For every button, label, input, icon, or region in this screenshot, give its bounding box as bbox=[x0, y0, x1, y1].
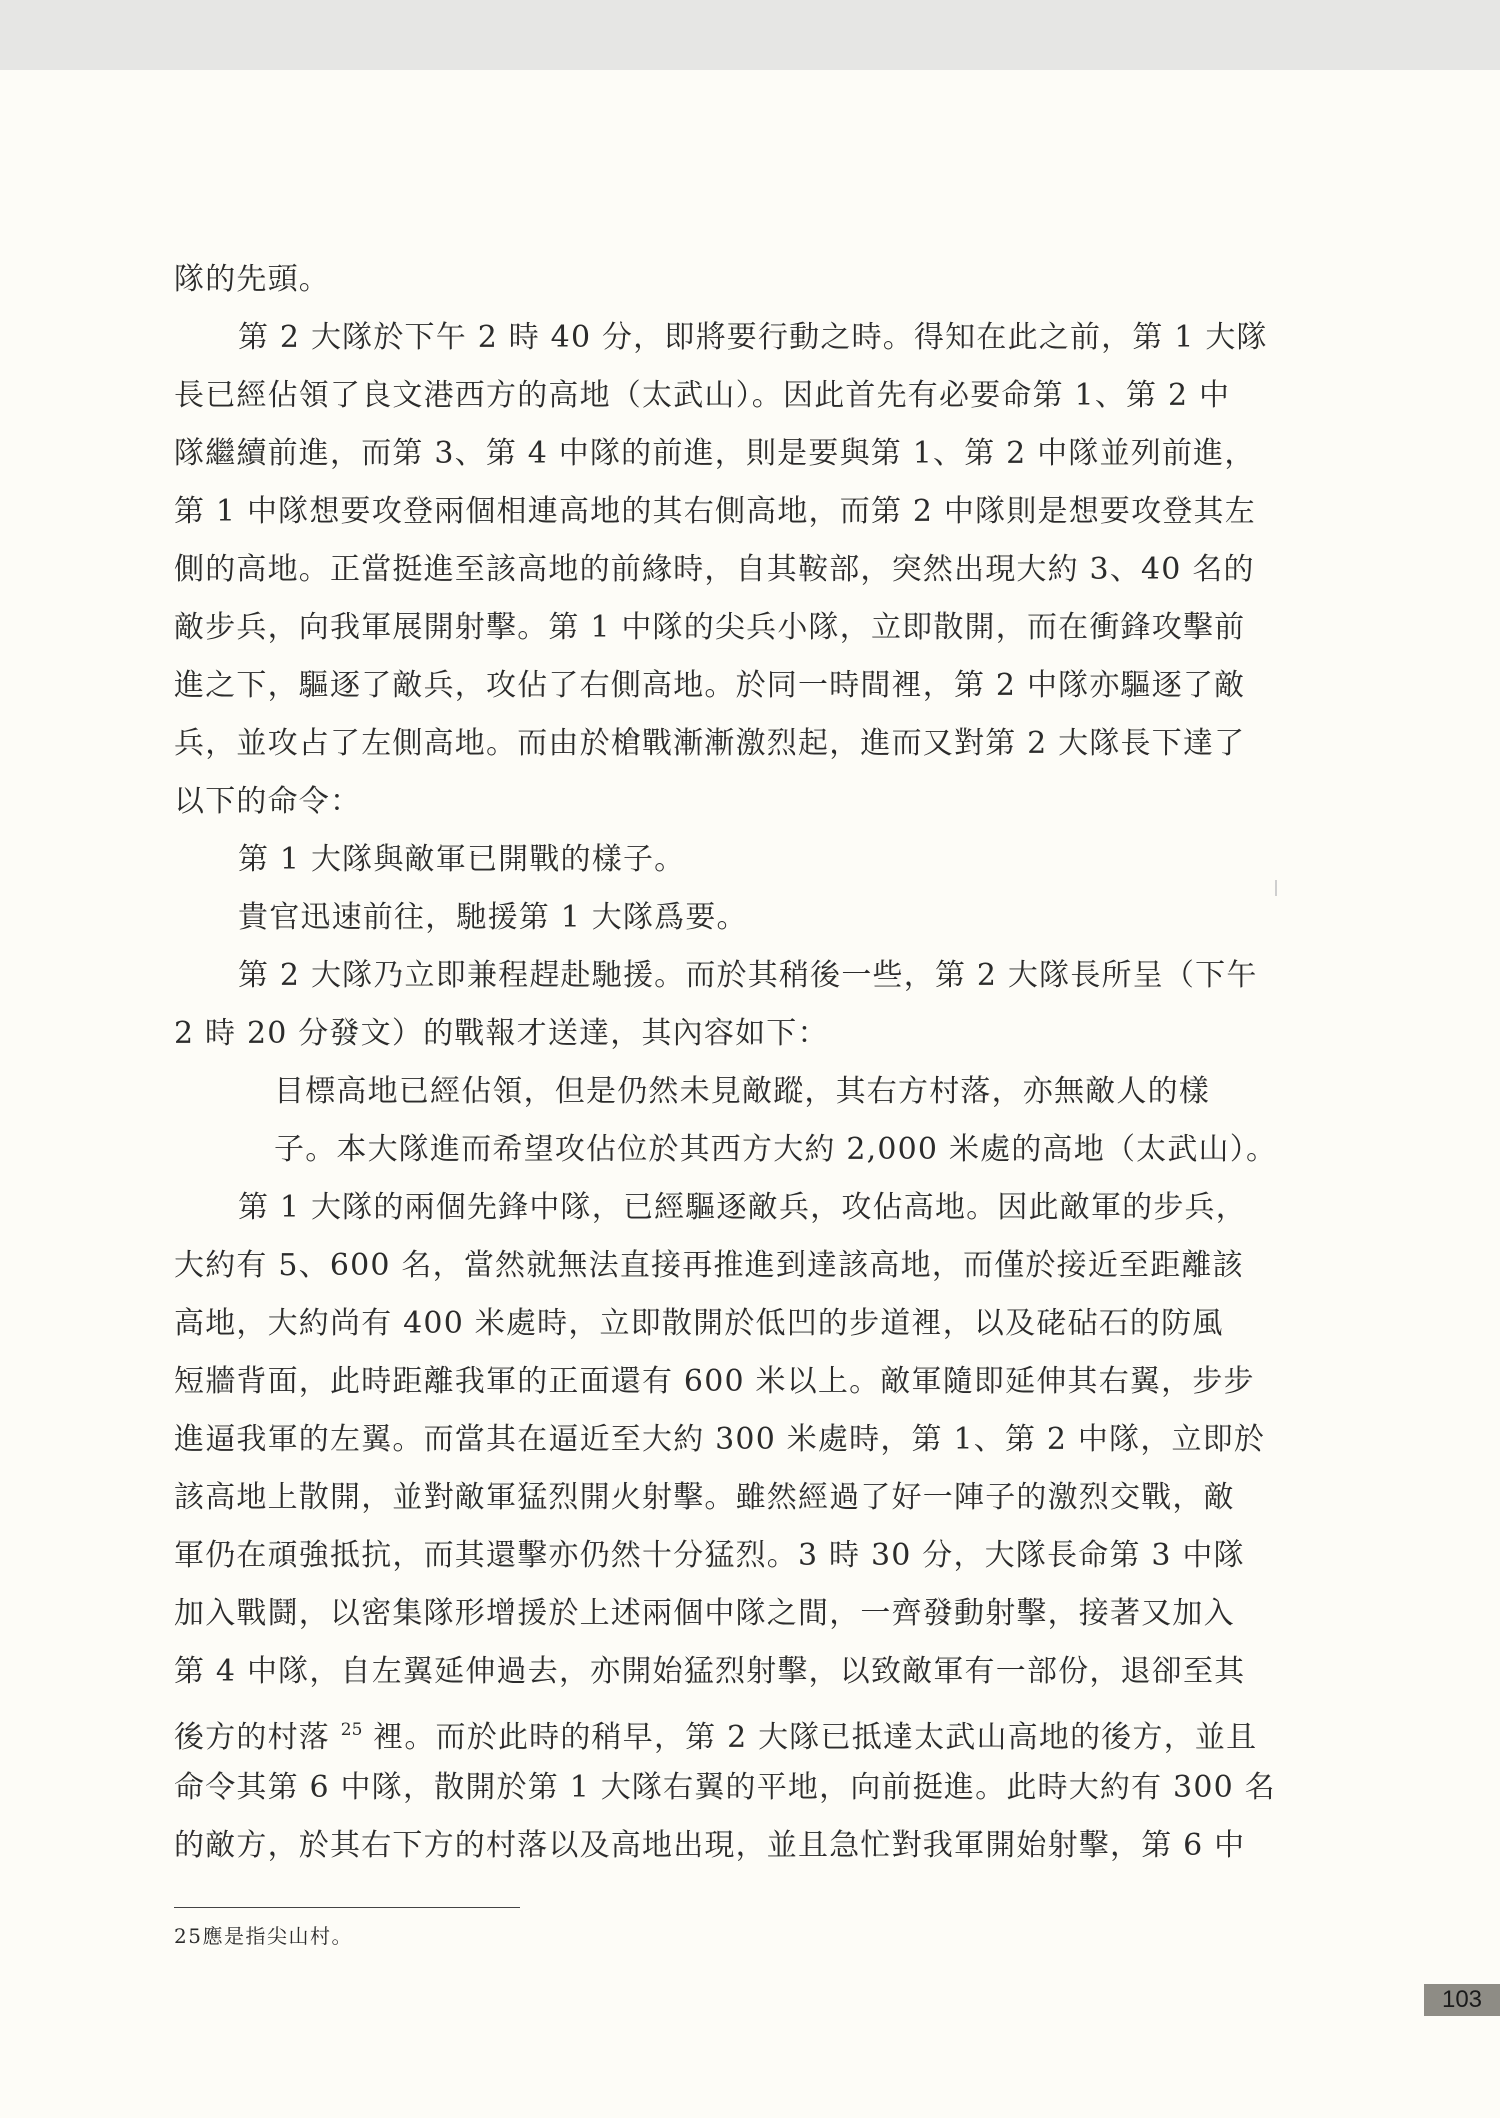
body-line: 軍仍在頑強抵抗，而其還擊亦仍然十分猛烈。3 時 30 分，大隊長命第 3 中隊 bbox=[174, 1538, 1245, 1573]
footnote-reference[interactable]: 25 bbox=[340, 1720, 363, 1740]
body-line: 長已經佔領了良文港西方的高地（太武山）。因此首先有必要命第 1、第 2 中 bbox=[174, 378, 1231, 413]
body-line: 2 時 20 分發文）的戰報才送達，其內容如下： bbox=[174, 1016, 829, 1051]
page-number: 103 bbox=[1424, 1984, 1500, 2016]
body-line: 短牆背面，此時距離我軍的正面還有 600 米以上。敵軍隨即延伸其右翼，步步 bbox=[174, 1364, 1255, 1399]
footnote: 25應是指尖山村。 bbox=[174, 1924, 353, 1948]
body-line: 的敵方，於其右下方的村落以及高地出現，並且急忙對我軍開始射擊，第 6 中 bbox=[174, 1828, 1246, 1863]
block-quote-line: 目標高地已經佔領，但是仍然未見敵蹤，其右方村落，亦無敵人的樣 bbox=[274, 1074, 1210, 1109]
scan-speck bbox=[1275, 880, 1277, 896]
body-line: 第 1 大隊的兩個先鋒中隊，已經驅逐敵兵，攻佔高地。因此敵軍的步兵， bbox=[238, 1190, 1247, 1225]
scan-top-band bbox=[0, 0, 1500, 70]
body-line: 第 2 大隊乃立即兼程趕赴馳援。而於其稍後一些，第 2 大隊長所呈（下午 bbox=[238, 958, 1258, 993]
footnote-divider bbox=[174, 1907, 520, 1908]
body-line: 敵步兵，向我軍展開射擊。第 1 中隊的尖兵小隊，立即散開，而在衝鋒攻擊前 bbox=[174, 610, 1246, 645]
block-quote-line: 子。本大隊進而希望攻佔位於其西方大約 2,000 米處的高地（太武山）。 bbox=[274, 1132, 1278, 1167]
body-line: 高地，大約尚有 400 米處時，立即散開於低凹的步道裡，以及硓砧石的防風 bbox=[174, 1306, 1224, 1341]
body-line: 該高地上散開，並對敵軍猛烈開火射擊。雖然經過了好一陣子的激烈交戰，敵 bbox=[174, 1480, 1235, 1515]
body-line: 第 1 中隊想要攻登兩個相連高地的其右側高地，而第 2 中隊則是想要攻登其左 bbox=[174, 494, 1256, 529]
body-line: 隊的先頭。 bbox=[174, 262, 330, 297]
body-line: 進之下，驅逐了敵兵，攻佔了右側高地。於同一時間裡，第 2 中隊亦驅逐了敵 bbox=[174, 668, 1246, 703]
quoted-order-line: 第 1 大隊與敵軍已開戰的樣子。 bbox=[238, 842, 686, 877]
body-line-with-footnote bbox=[174, 1710, 1257, 1758]
body-line: 以下的命令： bbox=[174, 784, 362, 819]
body-line: 第 4 中隊，自左翼延伸過去，亦開始猛烈射擊，以致敵軍有一部份，退卻至其 bbox=[174, 1654, 1246, 1689]
body-line: 隊繼續前進，而第 3、第 4 中隊的前進，則是要與第 1、第 2 中隊並列前進， bbox=[174, 436, 1256, 471]
body-line: 第 2 大隊於下午 2 時 40 分，即將要行動之時。得知在此之前，第 1 大隊 bbox=[238, 320, 1268, 355]
body-line: 加入戰鬪，以密集隊形增援於上述兩個中隊之間，一齊發動射擊，接著又加入 bbox=[174, 1596, 1235, 1631]
body-line-part: 後方的村落 bbox=[174, 1720, 330, 1755]
body-line: 命令其第 6 中隊，散開於第 1 大隊右翼的平地，向前挺進。此時大約有 300 名 bbox=[174, 1770, 1276, 1805]
body-line: 兵，並攻占了左側高地。而由於槍戰漸漸激烈起，進而又對第 2 大隊長下達了 bbox=[174, 726, 1246, 761]
body-line-part: 裡。而於此時的稍早，第 2 大隊已抵達太武山高地的後方，並且 bbox=[373, 1720, 1258, 1755]
body-line: 進逼我軍的左翼。而當其在逼近至大約 300 米處時，第 1、第 2 中隊，立即於 bbox=[174, 1422, 1266, 1457]
body-line: 側的高地。正當挺進至該高地的前緣時，自其鞍部，突然出現大約 3、40 名的 bbox=[174, 552, 1255, 587]
body-line: 大約有 5、600 名，當然就無法直接再推進到達該高地，而僅於接近至距離該 bbox=[174, 1248, 1244, 1283]
quoted-order-line: 貴官迅速前往，馳援第 1 大隊爲要。 bbox=[238, 900, 748, 935]
